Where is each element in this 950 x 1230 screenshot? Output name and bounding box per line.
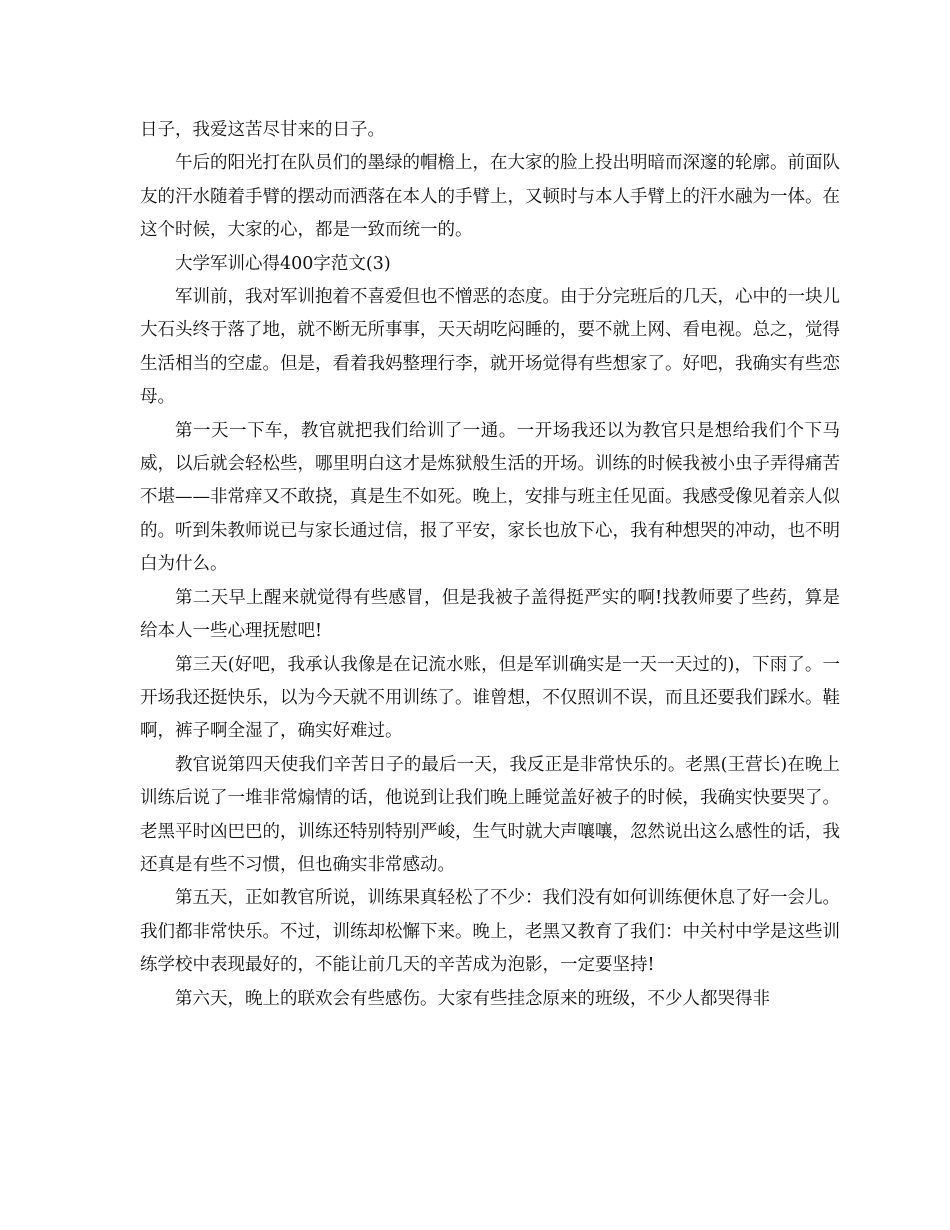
section-heading: 大学军训心得400字范文(3) [175, 253, 391, 274]
paragraph: 第二天早上醒来就觉得有些感冒，但是我被子盖得挺严实的啊!找教师要了些药，算是给本人一些心理抚慰吧! [140, 587, 840, 642]
document-body [140, 114, 840, 1016]
paragraph: 第五天，正如教官所说，训练果真轻松了不少：我们没有如何训练便休息了好一会儿。我们都非常快乐。不过，训练却松懈下来。晚上，老黑又教育了我们：中关村中学是这些训练学校中表现最好的，不能让前几天的辛苦成为泡影，一定要坚持! [140, 888, 840, 976]
paragraph: 教官说第四天使我们辛苦日子的最后一天，我反正是非常快乐的。老黑(王营长)在晚上训练后说了一堆非常煽情的话，他说到让我们晚上睡觉盖好被子的时候，我确实快要哭了。老黑平时凶巴巴的，训练还特别特别严峻，生气时就大声嚷嚷，忽然说出这么感性的话，我还真是有些不习惯，但也确实非常感动。 [140, 754, 840, 875]
paragraph: 第一天一下车，教官就把我们给训了一通。一开场我还以为教官只是想给我们个下马威，以后就会轻松些，哪里明白这才是炼狱般生活的开场。训练的时候我被小虫子弄得痛苦不堪——非常痒又不敢挠，真是生不如死。晚上，安排与班主任见面。我感受像见着亲人似的。听到朱教师说已与家长通过信，报了平安，家长也放下心，我有种想哭的冲动，也不明白为什么。 [140, 420, 840, 575]
paragraph-continuation: 日子，我爱这苦尽甘来的日子。 [140, 120, 385, 140]
paragraph: 第三天(好吧，我承认我像是在记流水账，但是军训确实是一天一天过的)，下雨了。一开场我还挺快乐，以为今天就不用训练了。谁曾想，不仅照训不误，而且还要我们踩水。鞋啊，裤子啊全湿了，确实好难过。 [140, 654, 840, 742]
paragraph: 军训前，我对军训抱着不喜爱但也不憎恶的态度。由于分完班后的几天，心中的一块儿大石头终于落了地，就不断无所事事，天天胡吃闷睡的，要不就上网、看电视。总之，觉得生活相当的空虚。但是，看着我妈整理行李，就开场觉得有些想家了。好吧，我确实有些恋母。 [140, 287, 840, 408]
paragraph: 第六天，晚上的联欢会有些感伤。大家有些挂念原来的班级，不少人都哭得非 [175, 988, 770, 1009]
paragraph: 午后的阳光打在队员们的墨绿的帽檐上，在大家的脸上投出明暗而深邃的轮廓。前面队友的汗水随着手臂的摆动而洒落在本人的手臂上，又顿时与本人手臂上的汗水融为一体。在这个时候，大家的心，都是一致而统一的。 [140, 153, 840, 241]
